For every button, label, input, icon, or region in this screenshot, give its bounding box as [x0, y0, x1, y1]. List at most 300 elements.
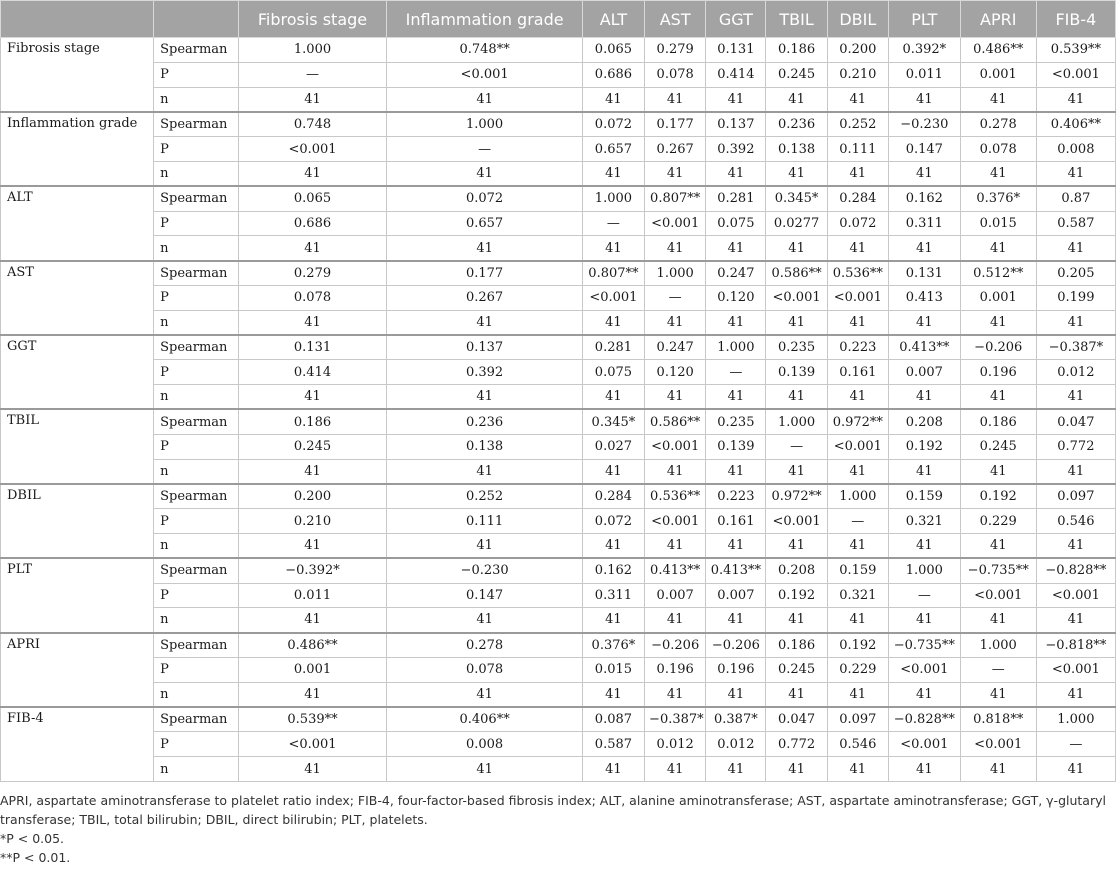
- value-cell: 41: [1036, 757, 1115, 782]
- value-cell: 0.186: [766, 633, 827, 658]
- value-cell: 0.392: [706, 137, 766, 162]
- value-cell: 41: [387, 87, 582, 112]
- value-cell: 0.008: [387, 732, 582, 757]
- significance-note-p05: *P < 0.05.: [0, 831, 65, 846]
- stat-label: Spearman: [154, 261, 238, 286]
- table-row: [1, 657, 1116, 682]
- value-cell: 0.252: [827, 112, 888, 137]
- row-group-label: TBIL: [1, 409, 154, 483]
- value-cell: 0.311: [888, 211, 960, 236]
- value-cell: 0.278: [387, 633, 582, 658]
- value-cell: <0.001: [238, 732, 387, 757]
- stat-label: P: [154, 285, 238, 310]
- value-cell: 0.252: [387, 484, 582, 509]
- value-cell: 41: [888, 161, 960, 186]
- value-cell: 0.161: [827, 360, 888, 385]
- value-cell: 41: [827, 236, 888, 261]
- value-cell: 0.245: [766, 62, 827, 87]
- value-cell: —: [645, 285, 706, 310]
- table-row: [1, 161, 1116, 186]
- value-cell: 41: [888, 459, 960, 484]
- value-cell: 0.586**: [645, 409, 706, 434]
- value-cell: 41: [582, 87, 644, 112]
- value-cell: 41: [888, 682, 960, 707]
- value-cell: 41: [888, 310, 960, 335]
- value-cell: 0.186: [766, 38, 827, 63]
- row-group-label: ALT: [1, 186, 154, 260]
- value-cell: 0.539**: [1036, 38, 1115, 63]
- value-cell: 41: [766, 236, 827, 261]
- value-cell: 41: [1036, 161, 1115, 186]
- table-row: [1, 112, 1116, 137]
- stat-label: Spearman: [154, 558, 238, 583]
- row-group-label: Fibrosis stage: [1, 38, 154, 112]
- value-cell: 0.097: [1036, 484, 1115, 509]
- value-cell: 0.311: [582, 583, 644, 608]
- significance-note-p01: **P < 0.01.: [0, 850, 71, 865]
- value-cell: 0.012: [1036, 360, 1115, 385]
- value-cell: 1.000: [888, 558, 960, 583]
- value-cell: 0.281: [706, 186, 766, 211]
- value-cell: 41: [1036, 459, 1115, 484]
- value-cell: 0.011: [888, 62, 960, 87]
- value-cell: —: [582, 211, 644, 236]
- stat-label: Spearman: [154, 409, 238, 434]
- value-cell: 41: [645, 87, 706, 112]
- value-cell: 41: [387, 682, 582, 707]
- table-row: [1, 509, 1116, 534]
- value-cell: 0.072: [582, 509, 644, 534]
- value-cell: 41: [960, 533, 1036, 558]
- value-cell: 0.177: [645, 112, 706, 137]
- value-cell: −0.828**: [888, 707, 960, 732]
- value-cell: 41: [582, 757, 644, 782]
- value-cell: 0.223: [706, 484, 766, 509]
- value-cell: 41: [238, 236, 387, 261]
- value-cell: 41: [960, 87, 1036, 112]
- value-cell: —: [827, 509, 888, 534]
- value-cell: 0.139: [706, 434, 766, 459]
- table-row: [1, 707, 1116, 732]
- value-cell: 41: [888, 236, 960, 261]
- value-cell: 0.208: [888, 409, 960, 434]
- value-cell: 0.208: [766, 558, 827, 583]
- table-row: [1, 533, 1116, 558]
- value-cell: 41: [888, 757, 960, 782]
- value-cell: 0.972**: [766, 484, 827, 509]
- value-cell: 41: [766, 682, 827, 707]
- value-cell: 0.196: [645, 657, 706, 682]
- value-cell: 0.284: [827, 186, 888, 211]
- value-cell: <0.001: [766, 285, 827, 310]
- header-stat-cell: [154, 1, 238, 38]
- value-cell: 0.210: [238, 509, 387, 534]
- value-cell: 41: [960, 236, 1036, 261]
- value-cell: 41: [888, 533, 960, 558]
- table-row: [1, 732, 1116, 757]
- value-cell: 0.186: [238, 409, 387, 434]
- value-cell: 41: [827, 757, 888, 782]
- value-cell: 0.161: [706, 509, 766, 534]
- value-cell: 0.159: [827, 558, 888, 583]
- value-cell: 0.536**: [827, 261, 888, 286]
- value-cell: −0.206: [645, 633, 706, 658]
- value-cell: 0.281: [582, 335, 644, 360]
- value-cell: 0.657: [387, 211, 582, 236]
- value-cell: <0.001: [888, 657, 960, 682]
- value-cell: 0.245: [766, 657, 827, 682]
- stat-label: P: [154, 509, 238, 534]
- value-cell: 0.413**: [888, 335, 960, 360]
- table-row: [1, 385, 1116, 410]
- value-cell: 0.657: [582, 137, 644, 162]
- value-cell: −0.392*: [238, 558, 387, 583]
- value-cell: 41: [645, 310, 706, 335]
- value-cell: 0.245: [960, 434, 1036, 459]
- value-cell: 41: [706, 161, 766, 186]
- value-cell: 41: [238, 310, 387, 335]
- value-cell: 41: [960, 161, 1036, 186]
- value-cell: 0.413**: [706, 558, 766, 583]
- value-cell: −0.387*: [645, 707, 706, 732]
- value-cell: 0.392: [387, 360, 582, 385]
- value-cell: <0.001: [387, 62, 582, 87]
- table-row: [1, 38, 1116, 63]
- value-cell: 0.137: [387, 335, 582, 360]
- value-cell: 0.015: [960, 211, 1036, 236]
- table-row: [1, 757, 1116, 782]
- value-cell: 0.267: [645, 137, 706, 162]
- value-cell: 0.414: [238, 360, 387, 385]
- value-cell: 0.539**: [238, 707, 387, 732]
- value-cell: <0.001: [645, 211, 706, 236]
- value-cell: 0.065: [582, 38, 644, 63]
- abbreviations-note: APRI, aspartate aminotransferase to platelet ratio index; FIB-4, four-factor-based fibrosis index; ALT, alanine aminotransferase; AST, aspartate aminotransferase; GGT, γ-glutaryl transferase; TBIL, total bilirubin; DBIL, direct bilirubin; PLT, platelets.: [0, 793, 1106, 827]
- value-cell: 0.147: [888, 137, 960, 162]
- value-cell: −0.735**: [888, 633, 960, 658]
- value-cell: 0.87: [1036, 186, 1115, 211]
- value-cell: 41: [387, 161, 582, 186]
- value-cell: <0.001: [766, 509, 827, 534]
- value-cell: 0.097: [827, 707, 888, 732]
- column-header-tbil: TBIL: [766, 1, 827, 38]
- value-cell: 0.748**: [387, 38, 582, 63]
- value-cell: 41: [827, 533, 888, 558]
- value-cell: 0.278: [960, 112, 1036, 137]
- value-cell: 41: [582, 459, 644, 484]
- stat-label: n: [154, 310, 238, 335]
- table-row: [1, 310, 1116, 335]
- value-cell: 41: [766, 310, 827, 335]
- value-cell: 41: [888, 385, 960, 410]
- value-cell: 41: [238, 87, 387, 112]
- value-cell: 41: [238, 533, 387, 558]
- table-row: [1, 583, 1116, 608]
- value-cell: 0.196: [960, 360, 1036, 385]
- stat-label: n: [154, 236, 238, 261]
- value-cell: 0.159: [888, 484, 960, 509]
- table-row: [1, 360, 1116, 385]
- value-cell: 41: [645, 533, 706, 558]
- value-cell: 0.192: [827, 633, 888, 658]
- value-cell: 41: [1036, 236, 1115, 261]
- row-group-label: AST: [1, 261, 154, 335]
- value-cell: 41: [1036, 608, 1115, 633]
- value-cell: 0.546: [827, 732, 888, 757]
- value-cell: 0.131: [888, 261, 960, 286]
- value-cell: 0.748: [238, 112, 387, 137]
- value-cell: 0.199: [1036, 285, 1115, 310]
- value-cell: 41: [582, 161, 644, 186]
- value-cell: 0.047: [766, 707, 827, 732]
- stat-label: Spearman: [154, 112, 238, 137]
- value-cell: 41: [582, 608, 644, 633]
- row-group-label: PLT: [1, 558, 154, 632]
- value-cell: 41: [766, 385, 827, 410]
- stat-label: P: [154, 62, 238, 87]
- stat-label: n: [154, 757, 238, 782]
- column-header-plt: PLT: [888, 1, 960, 38]
- value-cell: —: [766, 434, 827, 459]
- value-cell: −0.206: [706, 633, 766, 658]
- value-cell: 41: [766, 87, 827, 112]
- value-cell: <0.001: [827, 285, 888, 310]
- value-cell: −0.387*: [1036, 335, 1115, 360]
- value-cell: 1.000: [387, 112, 582, 137]
- value-cell: 0.376*: [582, 633, 644, 658]
- value-cell: 0.486**: [238, 633, 387, 658]
- value-cell: 41: [960, 459, 1036, 484]
- value-cell: 0.392*: [888, 38, 960, 63]
- value-cell: 0.072: [827, 211, 888, 236]
- value-cell: 0.027: [582, 434, 644, 459]
- value-cell: −0.230: [387, 558, 582, 583]
- value-cell: 41: [238, 757, 387, 782]
- value-cell: 1.000: [238, 38, 387, 63]
- value-cell: 41: [706, 459, 766, 484]
- value-cell: —: [238, 62, 387, 87]
- value-cell: 0.008: [1036, 137, 1115, 162]
- stat-label: P: [154, 434, 238, 459]
- stat-label: P: [154, 583, 238, 608]
- value-cell: 41: [1036, 385, 1115, 410]
- value-cell: 0.686: [582, 62, 644, 87]
- value-cell: 0.001: [960, 62, 1036, 87]
- value-cell: 0.406**: [1036, 112, 1115, 137]
- value-cell: 0.279: [645, 38, 706, 63]
- stat-label: Spearman: [154, 186, 238, 211]
- value-cell: 0.138: [766, 137, 827, 162]
- value-cell: 0.587: [582, 732, 644, 757]
- value-cell: 41: [1036, 87, 1115, 112]
- value-cell: 0.772: [1036, 434, 1115, 459]
- table-header-row: [1, 1, 1116, 38]
- value-cell: 0.078: [387, 657, 582, 682]
- value-cell: 0.229: [960, 509, 1036, 534]
- value-cell: −0.206: [960, 335, 1036, 360]
- value-cell: 41: [582, 236, 644, 261]
- header-corner-cell: [1, 1, 154, 38]
- value-cell: 41: [387, 236, 582, 261]
- value-cell: 41: [766, 608, 827, 633]
- value-cell: 41: [706, 87, 766, 112]
- value-cell: 1.000: [960, 633, 1036, 658]
- row-group-label: FIB-4: [1, 707, 154, 781]
- column-header-apri: APRI: [960, 1, 1036, 38]
- value-cell: 0.078: [960, 137, 1036, 162]
- value-cell: 41: [387, 310, 582, 335]
- value-cell: 41: [582, 533, 644, 558]
- value-cell: 0.587: [1036, 211, 1115, 236]
- value-cell: 0.131: [706, 38, 766, 63]
- value-cell: 0.512**: [960, 261, 1036, 286]
- value-cell: <0.001: [1036, 657, 1115, 682]
- value-cell: <0.001: [645, 509, 706, 534]
- table-row: [1, 62, 1116, 87]
- value-cell: 41: [706, 533, 766, 558]
- value-cell: 0.546: [1036, 509, 1115, 534]
- value-cell: 0.247: [645, 335, 706, 360]
- stat-label: Spearman: [154, 633, 238, 658]
- value-cell: 0.247: [706, 261, 766, 286]
- value-cell: 41: [706, 385, 766, 410]
- value-cell: 0.015: [582, 657, 644, 682]
- value-cell: —: [387, 137, 582, 162]
- column-header-inflammation-grade: Inflammation grade: [387, 1, 582, 38]
- table-row: [1, 558, 1116, 583]
- stat-label: P: [154, 211, 238, 236]
- value-cell: —: [1036, 732, 1115, 757]
- value-cell: 1.000: [582, 186, 644, 211]
- value-cell: 1.000: [827, 484, 888, 509]
- value-cell: 0.075: [706, 211, 766, 236]
- value-cell: 41: [582, 682, 644, 707]
- value-cell: 0.229: [827, 657, 888, 682]
- value-cell: −0.735**: [960, 558, 1036, 583]
- table-row: [1, 285, 1116, 310]
- value-cell: 41: [766, 757, 827, 782]
- table-row: [1, 211, 1116, 236]
- value-cell: <0.001: [960, 732, 1036, 757]
- value-cell: 41: [827, 459, 888, 484]
- value-cell: 41: [238, 608, 387, 633]
- value-cell: 41: [387, 385, 582, 410]
- value-cell: 0.236: [387, 409, 582, 434]
- table-footnotes: [0, 791, 1110, 867]
- value-cell: 41: [706, 236, 766, 261]
- value-cell: 0.111: [827, 137, 888, 162]
- row-group-label: APRI: [1, 633, 154, 707]
- table-row: [1, 335, 1116, 360]
- value-cell: 41: [645, 459, 706, 484]
- value-cell: 0.414: [706, 62, 766, 87]
- value-cell: 0.236: [766, 112, 827, 137]
- value-cell: 41: [706, 757, 766, 782]
- value-cell: 0.012: [706, 732, 766, 757]
- value-cell: 0.078: [238, 285, 387, 310]
- value-cell: 1.000: [1036, 707, 1115, 732]
- table-row: [1, 261, 1116, 286]
- value-cell: 0.279: [238, 261, 387, 286]
- table-row: [1, 608, 1116, 633]
- value-cell: 41: [706, 608, 766, 633]
- table-row: [1, 459, 1116, 484]
- value-cell: −0.230: [888, 112, 960, 137]
- value-cell: 41: [960, 385, 1036, 410]
- value-cell: 0.235: [706, 409, 766, 434]
- column-header-dbil: DBIL: [827, 1, 888, 38]
- value-cell: 41: [827, 385, 888, 410]
- value-cell: 0.072: [387, 186, 582, 211]
- value-cell: 0.210: [827, 62, 888, 87]
- value-cell: 41: [1036, 310, 1115, 335]
- stat-label: Spearman: [154, 335, 238, 360]
- value-cell: 0.192: [888, 434, 960, 459]
- table-row: [1, 137, 1116, 162]
- table-row: [1, 186, 1116, 211]
- value-cell: 0.177: [387, 261, 582, 286]
- value-cell: 0.413: [888, 285, 960, 310]
- value-cell: —: [706, 360, 766, 385]
- value-cell: 41: [238, 682, 387, 707]
- row-group-label: DBIL: [1, 484, 154, 558]
- value-cell: 0.413**: [645, 558, 706, 583]
- value-cell: 0.012: [645, 732, 706, 757]
- value-cell: 0.120: [645, 360, 706, 385]
- value-cell: 41: [960, 608, 1036, 633]
- stat-label: Spearman: [154, 484, 238, 509]
- column-header-ggt: GGT: [706, 1, 766, 38]
- value-cell: 41: [387, 608, 582, 633]
- value-cell: 0.072: [582, 112, 644, 137]
- stat-label: P: [154, 657, 238, 682]
- value-cell: 41: [827, 87, 888, 112]
- value-cell: 0.818**: [960, 707, 1036, 732]
- stat-label: P: [154, 137, 238, 162]
- row-group-label: Inflammation grade: [1, 112, 154, 186]
- value-cell: 41: [1036, 682, 1115, 707]
- value-cell: 0.686: [238, 211, 387, 236]
- table-row: [1, 434, 1116, 459]
- stat-label: Spearman: [154, 707, 238, 732]
- value-cell: <0.001: [888, 732, 960, 757]
- value-cell: 0.200: [827, 38, 888, 63]
- stat-label: n: [154, 682, 238, 707]
- value-cell: 41: [238, 385, 387, 410]
- value-cell: 0.807**: [645, 186, 706, 211]
- value-cell: —: [960, 657, 1036, 682]
- value-cell: <0.001: [582, 285, 644, 310]
- value-cell: 41: [387, 757, 582, 782]
- value-cell: 0.120: [706, 285, 766, 310]
- value-cell: 0.007: [706, 583, 766, 608]
- value-cell: 0.162: [888, 186, 960, 211]
- column-header-fibrosis-stage: Fibrosis stage: [238, 1, 387, 38]
- column-header-fib-4: FIB-4: [1036, 1, 1115, 38]
- value-cell: 41: [827, 682, 888, 707]
- value-cell: 0.111: [387, 509, 582, 534]
- value-cell: 0.138: [387, 434, 582, 459]
- value-cell: 0.192: [960, 484, 1036, 509]
- stat-label: n: [154, 161, 238, 186]
- value-cell: 41: [706, 682, 766, 707]
- table-row: [1, 484, 1116, 509]
- value-cell: 0.245: [238, 434, 387, 459]
- stat-label: n: [154, 459, 238, 484]
- value-cell: 0.321: [827, 583, 888, 608]
- value-cell: 41: [706, 310, 766, 335]
- value-cell: 0.376*: [960, 186, 1036, 211]
